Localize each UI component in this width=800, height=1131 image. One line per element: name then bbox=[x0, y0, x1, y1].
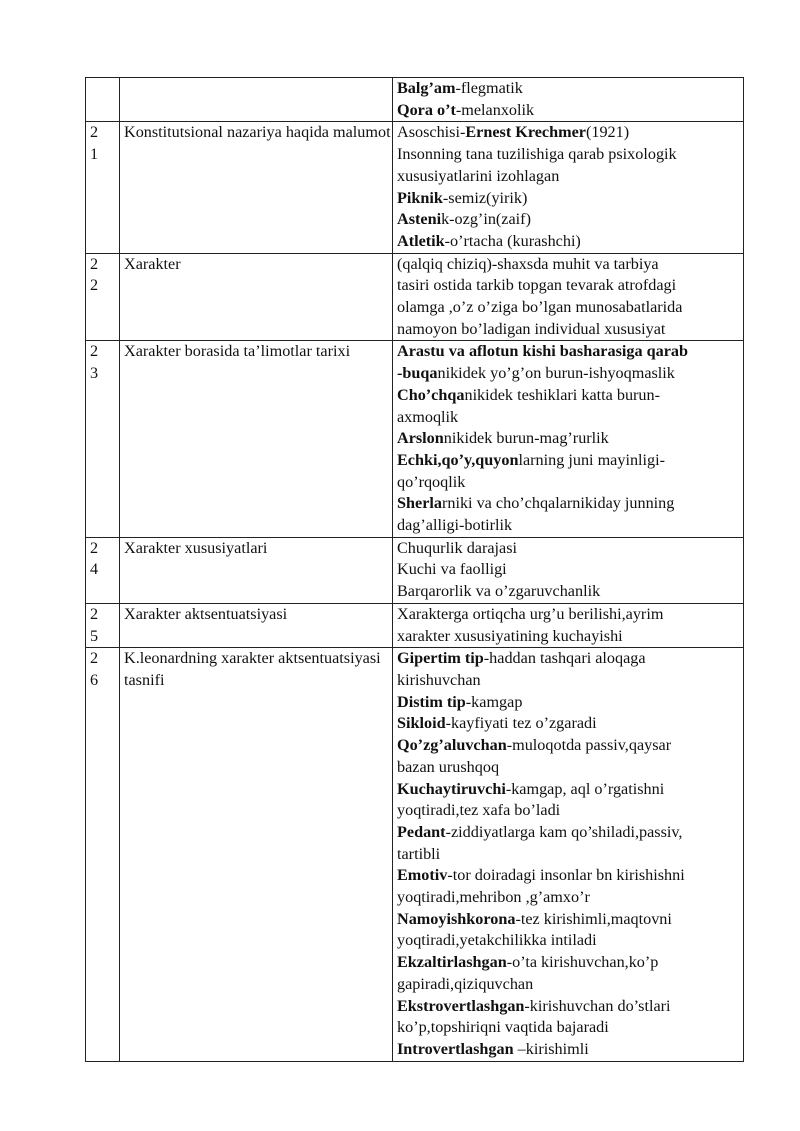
description-text: –kirishimli bbox=[513, 1039, 589, 1058]
row-number-digit: 2 bbox=[90, 123, 99, 142]
description-line bbox=[397, 100, 743, 122]
description-line bbox=[397, 472, 743, 494]
row-number-digit: 6 bbox=[90, 670, 99, 689]
topic-cell: Xarakter xususiyatlari bbox=[120, 537, 393, 603]
description-text: yoqtiradi,yetakchilikka intiladi bbox=[397, 931, 597, 950]
description-text: k-ozg’in(zaif) bbox=[441, 210, 531, 229]
bold-term: Cho’chqa bbox=[397, 385, 465, 404]
description-line bbox=[397, 144, 743, 166]
description-line bbox=[397, 822, 743, 844]
bold-term: Distim tip bbox=[397, 692, 466, 711]
row-number-digit bbox=[90, 100, 119, 122]
bold-term: Echki,qo’y,quyon bbox=[397, 450, 519, 469]
description-text: -kamgap bbox=[465, 692, 523, 711]
description-text: -melanxolik bbox=[455, 100, 535, 119]
description-text: xususiyatlarini izohlagan bbox=[397, 166, 560, 185]
topic-cell: Konstitutsional nazariya haqida malumot bbox=[120, 122, 393, 253]
description-line bbox=[397, 515, 743, 537]
table-row bbox=[86, 648, 744, 1061]
description-text: -o’ta kirishuvchan,ko’p bbox=[506, 953, 659, 972]
topic-cell: Xarakter aktsentuatsiyasi bbox=[120, 603, 393, 647]
row-number-digit: 3 bbox=[90, 364, 99, 383]
description-line bbox=[397, 166, 743, 188]
row-number-cell bbox=[86, 78, 120, 122]
table-row bbox=[86, 78, 744, 122]
description-line bbox=[397, 974, 743, 996]
description-text: tartibli bbox=[397, 844, 441, 863]
description-text: (1921) bbox=[585, 123, 630, 142]
table-row bbox=[86, 341, 744, 537]
bold-term: Ekstrovertlashgan bbox=[397, 996, 525, 1015]
description-line bbox=[397, 757, 743, 779]
description-text: yoqtiradi,mehribon ,g’amxo’r bbox=[397, 888, 590, 907]
description-line bbox=[397, 692, 743, 714]
description-line bbox=[397, 341, 743, 363]
description-text: qo’rqoqlik bbox=[397, 472, 466, 491]
row-number-digit: 2 bbox=[90, 538, 99, 557]
row-number-digit: 4 bbox=[90, 560, 99, 579]
description-cell bbox=[393, 341, 744, 537]
description-text: yoqtiradi,tez xafa bo’ladi bbox=[397, 801, 561, 820]
description-line bbox=[397, 648, 743, 670]
description-text: -o’rtacha (kurashchi) bbox=[444, 231, 581, 250]
row-number-digit: 2 bbox=[90, 604, 99, 623]
description-text: -flegmatik bbox=[455, 79, 523, 97]
row-number-digit: 1 bbox=[90, 145, 99, 164]
description-line bbox=[397, 844, 743, 866]
table-row bbox=[86, 537, 744, 603]
bold-term: Kuchaytiruvchi bbox=[397, 779, 506, 798]
description-text: olamga ,o’z o’ziga bo’lgan munosabatlarida bbox=[397, 298, 683, 317]
description-text: Insonning tana tuzilishiga qarab psixologik bbox=[397, 145, 677, 164]
description-line bbox=[397, 363, 743, 385]
row-number-cell bbox=[86, 537, 120, 603]
description-line bbox=[397, 930, 743, 952]
topic-cell: Xarakter borasida ta’limotlar tarixi bbox=[120, 341, 393, 537]
row-number-digit: 2 bbox=[90, 342, 99, 361]
description-line bbox=[397, 735, 743, 757]
description-line bbox=[397, 604, 743, 626]
description-cell bbox=[393, 122, 744, 253]
row-number-cell bbox=[86, 253, 120, 341]
description-line bbox=[397, 538, 743, 560]
description-line bbox=[397, 952, 743, 974]
bold-term: Atletik bbox=[397, 231, 445, 250]
bold-term: Ernest Krechmer bbox=[465, 123, 586, 142]
description-line bbox=[397, 385, 743, 407]
row-number-digit: 5 bbox=[90, 626, 99, 645]
table-row bbox=[86, 603, 744, 647]
bold-term: Gipertim tip bbox=[397, 649, 484, 668]
description-cell bbox=[393, 537, 744, 603]
description-text: Chuqurlik darajasi bbox=[397, 538, 518, 557]
row-number-cell bbox=[86, 603, 120, 647]
description-text: dag’alligi-botirlik bbox=[397, 516, 513, 535]
description-line bbox=[397, 188, 743, 210]
content-table bbox=[85, 77, 744, 1062]
description-text: -ziddiyatlarga kam qo’shiladi,passiv, bbox=[445, 822, 683, 841]
description-text: gapiradi,qiziquvchan bbox=[397, 974, 534, 993]
description-text: larning juni mayinligi- bbox=[518, 450, 666, 469]
description-line bbox=[397, 887, 743, 909]
bold-term: Introvertlashgan bbox=[397, 1039, 514, 1058]
description-text: Asoschisi- bbox=[397, 123, 466, 142]
description-text: Barqarorlik va o’zgaruvchanlik bbox=[397, 582, 601, 601]
table-row bbox=[86, 253, 744, 341]
bold-term: Balg’am bbox=[397, 79, 456, 97]
bold-term: Namoyishkorona bbox=[397, 909, 516, 928]
topic-cell: K.leonardning xarakter aktsentuatsiyasi tasnifi bbox=[120, 648, 393, 1061]
bold-term: Pedant bbox=[397, 822, 446, 841]
description-text: Kuchi va faolligi bbox=[397, 560, 507, 579]
description-line bbox=[397, 254, 743, 276]
bold-term: Piknik bbox=[397, 188, 443, 207]
description-line bbox=[397, 493, 743, 515]
description-text: tasiri ostida tarkib topgan tevarak atrofdagi bbox=[397, 276, 677, 295]
row-number-cell bbox=[86, 648, 120, 1061]
topic-cell: Xarakter bbox=[120, 253, 393, 341]
description-line bbox=[397, 78, 743, 100]
description-line bbox=[397, 800, 743, 822]
description-line bbox=[397, 909, 743, 931]
description-line bbox=[397, 319, 743, 341]
table-body bbox=[86, 78, 744, 1062]
row-number-digit: 2 bbox=[90, 276, 99, 295]
description-text: -haddan tashqari aloqaga bbox=[483, 649, 646, 668]
description-text: xarakter xususiyatining kuchayishi bbox=[397, 626, 623, 645]
description-line bbox=[397, 1039, 743, 1061]
description-line bbox=[397, 122, 743, 144]
description-text: -tez kirishimli,maqtovni bbox=[515, 909, 672, 928]
description-cell bbox=[393, 78, 744, 122]
description-text: ko’p,topshiriqni vaqtida bajaradi bbox=[397, 1018, 609, 1037]
bold-term: Arastu va aflotun kishi basharasiga qarab bbox=[397, 342, 688, 361]
description-line bbox=[397, 779, 743, 801]
description-line bbox=[397, 559, 743, 581]
description-line bbox=[397, 231, 743, 253]
description-cell bbox=[393, 603, 744, 647]
description-line bbox=[397, 1017, 743, 1039]
description-text: nikidek yo’g’on burun-ishyoqmaslik bbox=[437, 364, 675, 383]
row-number-digit bbox=[90, 78, 119, 100]
row-number-digit: 2 bbox=[90, 649, 99, 668]
description-line bbox=[397, 581, 743, 603]
table-row bbox=[86, 122, 744, 253]
description-text: -tor doiradagi insonlar bn kirishishni bbox=[447, 866, 685, 885]
description-text: rniki va cho’chqalarnikiday junning bbox=[441, 494, 675, 513]
description-line bbox=[397, 626, 743, 648]
bold-term: -buqa bbox=[397, 364, 438, 383]
description-line bbox=[397, 713, 743, 735]
description-line bbox=[397, 428, 743, 450]
row-number-digit: 2 bbox=[90, 254, 99, 273]
description-line bbox=[397, 996, 743, 1018]
description-text: nikidek teshiklari katta burun- bbox=[464, 385, 661, 404]
description-text: nikidek burun-mag’rurlik bbox=[443, 429, 609, 448]
description-text: Xarakterga ortiqcha urg’u berilishi,ayrim bbox=[397, 604, 664, 623]
description-text: kirishuvchan bbox=[397, 670, 481, 689]
bold-term: Qora o’t bbox=[397, 100, 456, 119]
bold-term: Arslon bbox=[397, 429, 444, 448]
description-text: (qalqiq chiziq)-shaxsda muhit va tarbiya bbox=[397, 254, 659, 273]
description-line bbox=[397, 297, 743, 319]
description-line bbox=[397, 275, 743, 297]
bold-term: Asteni bbox=[397, 210, 442, 229]
description-text: -muloqotda passiv,qaysar bbox=[506, 736, 672, 755]
bold-term: Ekzaltirlashgan bbox=[397, 953, 507, 972]
description-text: namoyon bo’ladigan individual xususiyat bbox=[397, 319, 666, 338]
bold-term: Sherla bbox=[397, 494, 442, 513]
description-text: axmoqlik bbox=[397, 407, 459, 426]
description-line bbox=[397, 450, 743, 472]
row-number-cell bbox=[86, 122, 120, 253]
description-line bbox=[397, 670, 743, 692]
description-cell bbox=[393, 648, 744, 1061]
description-text: -kirishuvchan do’stlari bbox=[524, 996, 671, 1015]
row-number-cell bbox=[86, 341, 120, 537]
bold-term: Qo’zg’aluvchan bbox=[397, 736, 507, 755]
description-line bbox=[397, 865, 743, 887]
description-line bbox=[397, 407, 743, 429]
description-text: bazan urushqoq bbox=[397, 757, 500, 776]
description-text: -kamgap, aql o’rgatishni bbox=[505, 779, 665, 798]
description-line bbox=[397, 209, 743, 231]
description-text: -semiz(yirik) bbox=[442, 188, 528, 207]
bold-term: Emotiv bbox=[397, 866, 448, 885]
topic-cell bbox=[120, 78, 393, 122]
description-text: -kayfiyati tez o’zgaradi bbox=[445, 714, 597, 733]
bold-term: Sikloid bbox=[397, 714, 446, 733]
description-cell bbox=[393, 253, 744, 341]
